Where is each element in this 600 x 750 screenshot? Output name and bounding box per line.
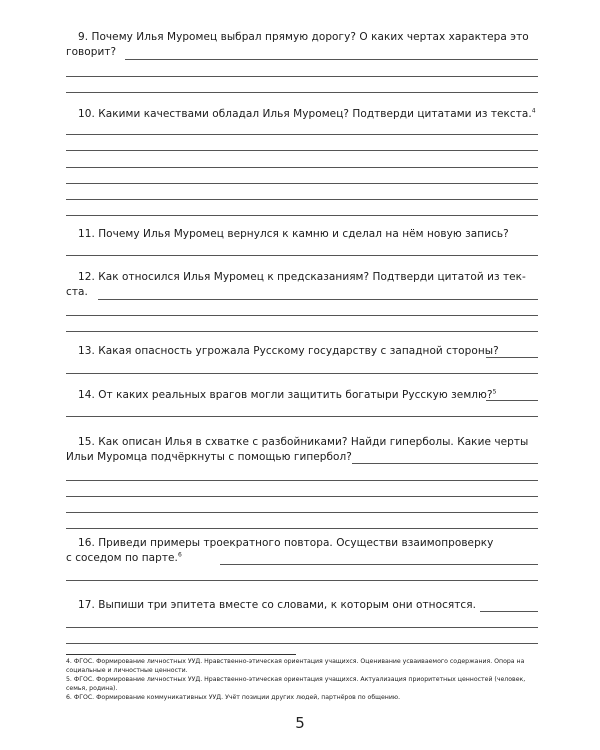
answer-line[interactable] [66,373,538,374]
answer-line[interactable] [66,512,538,513]
footnote-4: 4. ФГОС. Формирование личностных УУД. Нравственно-этическая ориентация учащихся. Оценивание усваиваемого содержания. Опора на социальные и личностные ценности. [66,658,525,674]
footnotes [66,657,546,702]
question-9-line2: говорит? [66,46,117,58]
question-11-text: 11. Почему Илья Муромец вернулся к камню и сделал на нём новую запись? [78,228,509,240]
question-12-line1: 12. Как относился Илья Муромец к предсказаниям? Подтверди цитатой из тек- [78,271,526,283]
question-9-line1: 9. Почему Илья Муромец выбрал прямую дорогу? О каких чертах характера это [78,31,529,43]
answer-line[interactable] [66,331,538,332]
answer-line[interactable] [480,611,538,612]
answer-line[interactable] [66,255,538,256]
question-16 [66,536,538,566]
answer-line[interactable] [66,199,538,200]
answer-line[interactable] [66,167,538,168]
answer-line[interactable] [352,463,538,464]
answer-line[interactable] [66,416,538,417]
answer-line[interactable] [66,643,538,644]
answer-line[interactable] [66,215,538,216]
question-16-line2: с соседом по парте. [66,552,178,564]
footnote-divider [66,654,296,655]
answer-line[interactable] [220,564,538,565]
answer-line[interactable] [66,580,538,581]
footnote-6: 6. ФГОС. Формирование коммуникативных УУД. Учёт позиции других людей, партнёров по общению. [66,694,401,701]
answer-line[interactable] [66,134,538,135]
answer-line[interactable] [486,400,538,401]
page-number: 5 [295,714,305,732]
footnote-5: 5. ФГОС. Формирование личностных УУД. Нравственно-этическая ориентация учащихся. Актуализация приоритетных ценностей (человек, семья, родина). [66,676,526,692]
question-13-text: 13. Какая опасность угрожала Русскому государству с западной стороны? [78,345,499,357]
question-9 [66,30,538,60]
answer-line[interactable] [98,299,538,300]
question-17 [66,598,538,613]
question-16-line1: 16. Приведи примеры троекратного повтора. Осуществи взаимопроверку [78,537,494,549]
answer-line[interactable] [486,357,538,358]
question-13 [66,344,538,359]
answer-line[interactable] [66,528,538,529]
question-12-line2: ста. [66,286,88,298]
question-15 [66,435,538,465]
question-14 [66,388,538,403]
question-14-text: 14. От каких реальных врагов могли защитить богатыри Русскую землю? [78,389,493,401]
footnote-ref-6: 6 [177,551,182,559]
answer-line[interactable] [66,183,538,184]
question-10 [66,107,538,122]
question-17-text: 17. Выпиши три эпитета вместе со словами, к которым они относятся. [78,599,477,611]
question-10-text: 10. Какими качествами обладал Илья Муромец? Подтверди цитатами из текста. [78,108,532,120]
answer-line[interactable] [66,76,538,77]
question-15-line1: 15. Как описан Илья в схватке с разбойниками? Найди гиперболы. Какие черты [78,436,529,448]
footnote-ref-4: 4 [531,107,536,115]
footnote-ref-5: 5 [492,388,497,396]
answer-line[interactable] [66,627,538,628]
answer-line[interactable] [66,480,538,481]
question-12 [66,270,538,300]
question-11 [66,227,538,242]
answer-line[interactable] [66,92,538,93]
answer-line[interactable] [125,59,538,60]
answer-line[interactable] [66,315,538,316]
answer-line[interactable] [66,150,538,151]
answer-line[interactable] [66,496,538,497]
question-15-line2: Ильи Муромца подчёркнуты с помощью гипербол? [66,451,352,463]
